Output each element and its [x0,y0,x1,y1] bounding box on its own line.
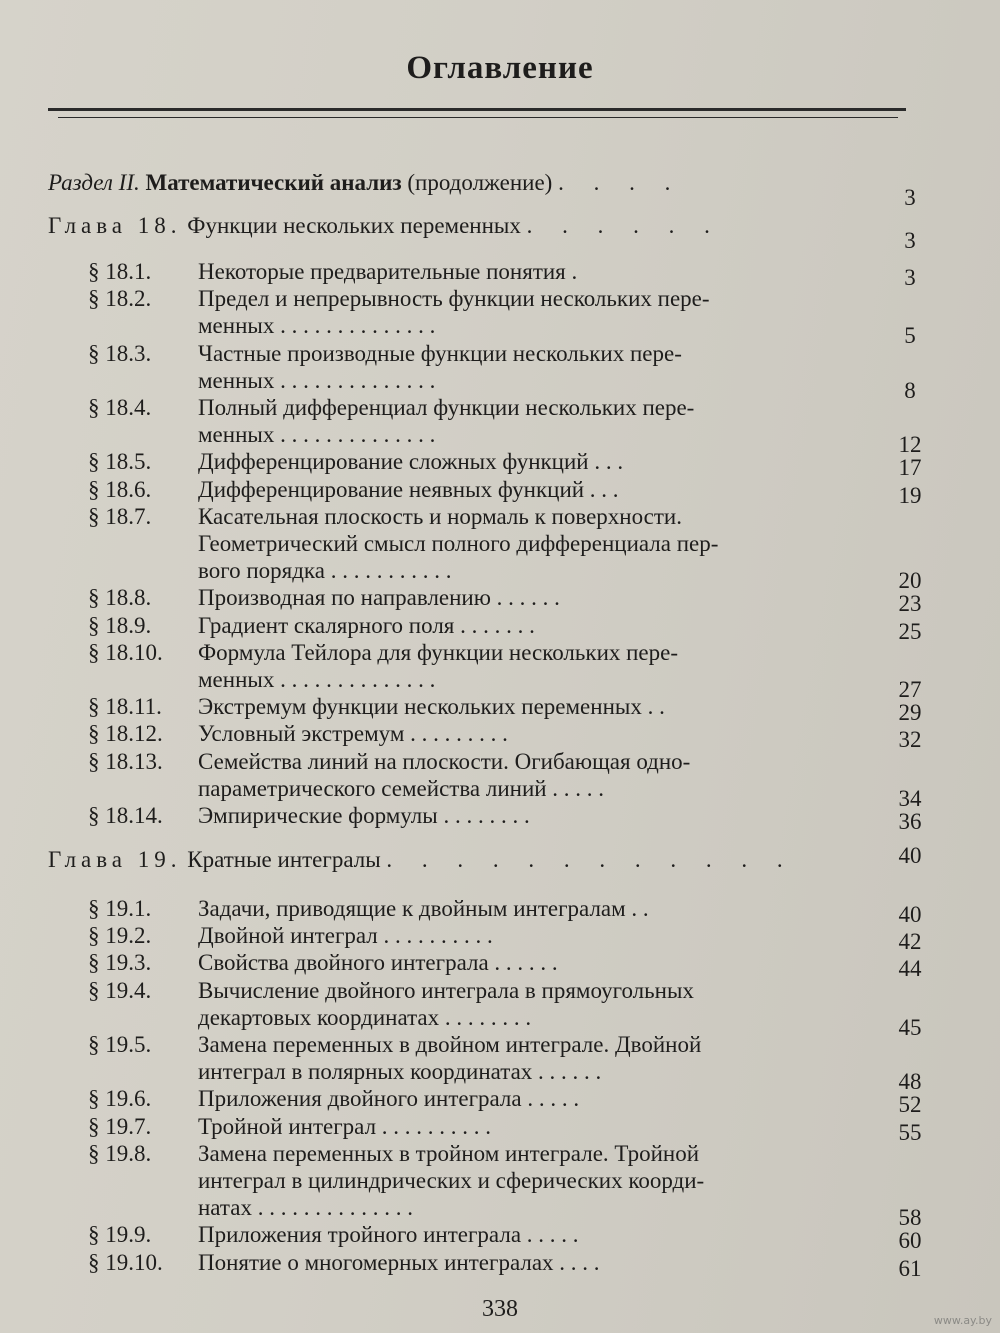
toc-entry-line [0,1220,1000,1250]
section-title-line: Семейства линий на плоскости. Огибающая одно- [198,748,691,774]
part-page: 3 [904,185,916,210]
section-number: § 18.4. [88,395,152,420]
section-page-number: 40 [898,902,922,927]
section-number: § 19.6. [88,1086,152,1112]
section-title-line: Свойства двойного интеграла . . . . . . [198,950,558,976]
toc-entry-line [0,747,1000,777]
toc-entry-line [0,692,1000,722]
section-page-number: 58 [898,1205,922,1231]
chapter-18-page: 3 [904,228,916,253]
page-number: 338 [482,1296,518,1322]
section-page-number: 34 [898,785,922,811]
chapter-19-line [0,845,1000,875]
toc-entry-line [0,1030,1000,1060]
section-page-number: 27 [898,677,922,702]
section-title-line: Дифференцирование неявных функций . . . [198,476,619,502]
chapter-19-dots: . . . . . . . . . . . . [386,847,795,872]
section-title-line: Касательная плоскость и нормаль к поверхности. [198,503,682,529]
section-title-line: Частные производные функции нескольких пере- [198,340,682,366]
section-number: § 18.9. [88,612,152,638]
toc-entry-line [0,894,1000,924]
toc-entry-line [0,393,1000,423]
toc-entry-line [0,719,1000,749]
page-title: Оглавление [406,50,594,86]
section-title-line: Производная по направлению . . . . . . [198,585,560,611]
section-title-line: параметрического семейства линий . . . . . [198,775,605,801]
toc-entry-line [0,774,1000,804]
section-number: § 18.10. [88,639,163,665]
title-rule-thick [48,108,906,111]
toc-entry-line [0,1084,1000,1114]
section-number: § 18.8. [88,585,152,611]
section-title-line: Двойной интеграл . . . . . . . . . . [198,923,493,949]
toc-entry-line [0,583,1000,613]
toc-entry-line [0,1057,1000,1087]
toc-entry-line [0,1112,1000,1142]
section-title-line: Градиент скалярного поля . . . . . . . [198,612,535,638]
toc-entry-line [0,311,1000,341]
section-title-line: Экстремум функции нескольких переменных . . [198,694,665,720]
section-page-number: 44 [898,956,922,982]
toc-entry-line [0,948,1000,978]
toc-entry-line [0,1193,1000,1223]
toc-entry-line [0,611,1000,641]
toc-entry-line [0,638,1000,668]
section-page-number: 19 [898,482,922,508]
toc-entry-line [0,665,1000,695]
section-title-line: Формула Тейлора для функции нескольких пере- [198,639,679,665]
section-number: § 19.8. [88,1140,152,1166]
toc-entry-line [0,801,1000,831]
toc-entry-line [0,284,1000,314]
section-number: § 19.2. [88,923,152,949]
toc-entry-line [0,1139,1000,1169]
section-number: § 18.11. [88,694,162,720]
section-title-line: Задачи, приводящие к двойным интегралам . . [198,896,649,921]
section-number: § 18.6. [88,476,152,502]
toc-entry-line [0,502,1000,532]
section-number: § 18.14. [88,803,163,828]
section-number: § 18.13. [88,748,163,774]
chapter-18-label: Глава 18. [48,213,182,238]
section-title-line: менных . . . . . . . . . . . . . . [198,422,436,448]
section-page-number: 23 [898,591,922,617]
section-page-number: 48 [898,1069,922,1095]
toc-entry-line [0,1003,1000,1033]
section-page-number: 29 [898,700,922,726]
section-number: § 18.7. [88,503,152,529]
section-page-number: 52 [898,1092,922,1118]
toc-entry-line [0,921,1000,951]
toc-entry-line [0,1248,1000,1278]
section-title-line: интеграл в полярных координатах . . . . . . [198,1059,602,1085]
section-title-line: Дифференцирование сложных функций . . . [198,449,624,475]
section-number: § 18.12. [88,721,163,747]
part-line [0,168,1000,198]
section-page-number: 12 [898,432,922,458]
chapter-19-title: Кратные интегралы [187,847,381,872]
section-number: § 19.1. [88,896,152,921]
section-number: § 18.3. [88,340,152,366]
section-page-number: 60 [898,1228,922,1254]
toc-entry-line [0,447,1000,477]
section-number: § 18.1. [88,259,152,284]
section-number: § 19.3. [88,950,152,976]
section-title-line: менных . . . . . . . . . . . . . . [198,367,436,393]
section-number: § 19.4. [88,977,152,1003]
watermark: www.ay.by [933,1314,992,1327]
section-number: § 18.5. [88,449,152,475]
section-page-number: 32 [898,727,922,753]
section-page-number: 45 [898,1014,922,1040]
title-rule-thin [58,117,898,118]
section-page-number: 3 [904,265,916,290]
toc-entry-line [0,366,1000,396]
part-suffix: (продолжение) [407,170,553,195]
section-page-number: 8 [904,377,916,403]
section-title-line: Геометрический смысл полного дифференциала пер- [198,531,719,556]
section-title-line: Полный дифференциал функции нескольких пере- [198,395,695,420]
section-page-number: 5 [904,323,916,349]
section-number: § 19.9. [88,1222,152,1248]
toc-entry-line [0,556,1000,586]
part-dots: . . . . [558,170,683,195]
section-title-line: менных . . . . . . . . . . . . . . [198,667,436,692]
section-page-number: 17 [898,455,922,481]
section-title-line: декартовых координатах . . . . . . . . [198,1004,532,1030]
toc-entry-line [0,257,1000,287]
section-page-number: 25 [898,618,922,644]
section-number: § 19.10. [88,1249,163,1275]
section-page-number: 42 [898,929,922,955]
section-title-line: Приложения тройного интеграла . . . . . [198,1222,579,1248]
section-title-line: Понятие о многомерных интегралах . . . . [198,1249,600,1275]
toc-entry-line [0,420,1000,450]
section-title-line: Замена переменных в тройном интеграле. Тройной [198,1140,700,1166]
toc-entry-line [0,1166,1000,1196]
section-title-line: менных . . . . . . . . . . . . . . [198,313,436,339]
section-title-line: Замена переменных в двойном интеграле. Двойной [198,1032,702,1057]
part-label: Раздел II. [48,170,140,195]
section-title-line: вого порядка . . . . . . . . . . . [198,558,452,584]
section-page-number: 55 [898,1119,922,1145]
section-title-line: Предел и непрерывность функции нескольких пере- [198,286,710,312]
section-title-line: натах . . . . . . . . . . . . . . [198,1195,413,1221]
section-page-number: 36 [898,809,922,834]
section-title-line: Эмпирические формулы . . . . . . . . [198,803,530,828]
toc-entry-line [0,475,1000,505]
section-title-line: Тройной интеграл . . . . . . . . . . [198,1113,492,1139]
section-title-line: Приложения двойного интеграла . . . . . [198,1086,580,1112]
toc-entry-line [0,529,1000,559]
toc-entry-line [0,976,1000,1006]
section-title-line: интеграл в цилиндрических и сферических коорди- [198,1168,705,1193]
toc-entry-line [0,339,1000,369]
chapter-18-line [0,211,1000,241]
section-title-line: Некоторые предварительные понятия . [198,259,578,284]
section-title-line: Условный экстремум . . . . . . . . . [198,721,508,747]
chapter-19-page: 40 [898,843,922,868]
chapter-18-dots: . . . . . . [526,213,722,238]
section-number: § 18.2. [88,286,152,312]
section-page-number: 20 [898,568,922,594]
chapter-18-title: Функции нескольких переменных [187,213,521,238]
section-title-line: Вычисление двойного интеграла в прямоугольных [198,977,694,1003]
part-title: Математический анализ [145,170,402,195]
section-page-number: 61 [898,1255,922,1281]
section-number: § 19.7. [88,1113,152,1139]
chapter-19-label: Глава 19. [48,847,182,872]
section-number: § 19.5. [88,1032,152,1057]
